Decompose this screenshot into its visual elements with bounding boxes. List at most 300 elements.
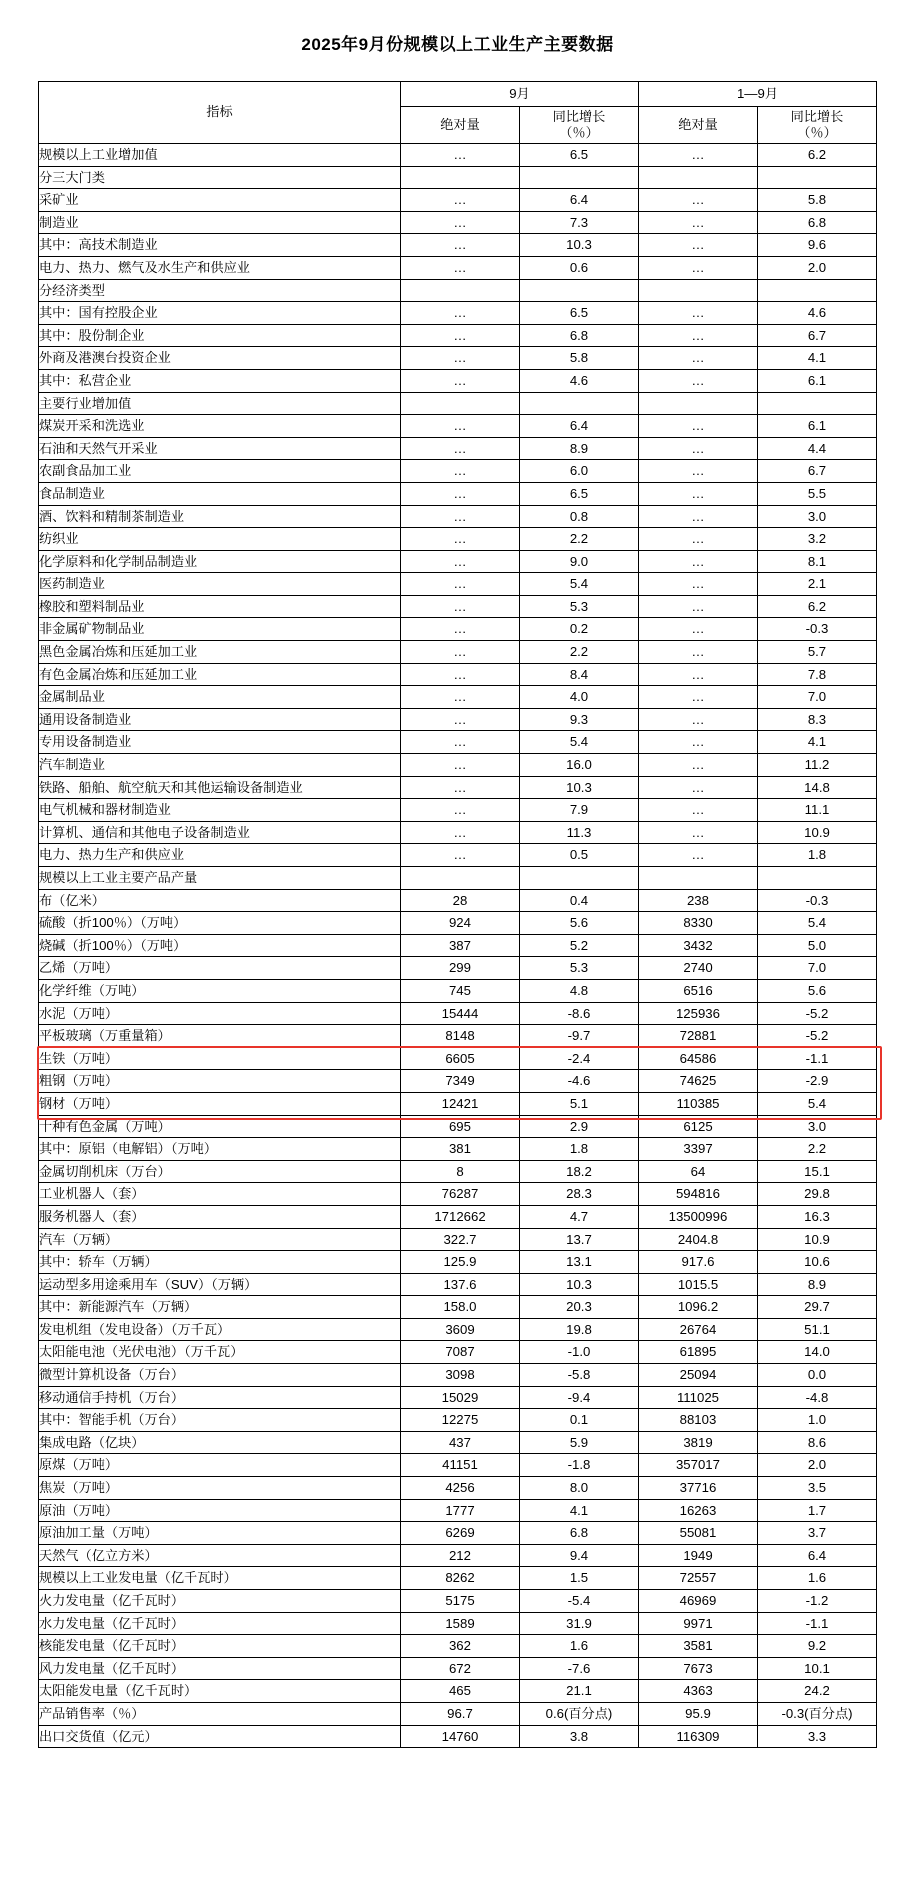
cell-month-yoy: 4.0 bbox=[519, 686, 638, 709]
cell-month-yoy: 4.7 bbox=[519, 1205, 638, 1228]
cell-month-absolute: … bbox=[400, 528, 519, 551]
table-row bbox=[38, 528, 876, 551]
cell-month-absolute: … bbox=[400, 189, 519, 212]
cell-cumulative-yoy: 1.6 bbox=[757, 1567, 876, 1590]
cell-cumulative-yoy: -0.3(百分点) bbox=[757, 1702, 876, 1725]
cell-cumulative-absolute: 1096.2 bbox=[638, 1296, 757, 1319]
cell-month-absolute: 76287 bbox=[400, 1183, 519, 1206]
cell-month-yoy: 18.2 bbox=[519, 1160, 638, 1183]
cell-month-absolute: 41151 bbox=[400, 1454, 519, 1477]
row-label: 食品制造业 bbox=[38, 482, 400, 505]
table-row bbox=[38, 324, 876, 347]
row-label: 专用设备制造业 bbox=[38, 731, 400, 754]
cell-cumulative-yoy: -1.2 bbox=[757, 1590, 876, 1613]
table-row bbox=[38, 392, 876, 415]
cell-cumulative-absolute: 917.6 bbox=[638, 1251, 757, 1274]
cell-month-absolute: … bbox=[400, 256, 519, 279]
cell-cumulative-yoy: 10.6 bbox=[757, 1251, 876, 1274]
cell-cumulative-yoy bbox=[757, 867, 876, 890]
cell-cumulative-yoy: 5.0 bbox=[757, 934, 876, 957]
cell-month-absolute: … bbox=[400, 302, 519, 325]
row-label: 金属切削机床（万台） bbox=[38, 1160, 400, 1183]
cell-cumulative-yoy: 0.0 bbox=[757, 1364, 876, 1387]
cell-cumulative-yoy: 3.7 bbox=[757, 1522, 876, 1545]
table-row bbox=[38, 1567, 876, 1590]
cell-cumulative-absolute: … bbox=[638, 347, 757, 370]
table-row bbox=[38, 889, 876, 912]
cell-month-absolute: … bbox=[400, 799, 519, 822]
cell-cumulative-absolute: … bbox=[638, 528, 757, 551]
row-label: 其中：高技术制造业 bbox=[38, 234, 400, 257]
cell-cumulative-yoy: 1.8 bbox=[757, 844, 876, 867]
cell-month-absolute: 695 bbox=[400, 1115, 519, 1138]
cell-cumulative-absolute: 1949 bbox=[638, 1544, 757, 1567]
row-label: 制造业 bbox=[38, 211, 400, 234]
table-row bbox=[38, 1025, 876, 1048]
cell-month-yoy: 9.4 bbox=[519, 1544, 638, 1567]
cell-month-yoy: -9.7 bbox=[519, 1025, 638, 1048]
cell-month-yoy: 4.6 bbox=[519, 369, 638, 392]
row-label: 其中：股份制企业 bbox=[38, 324, 400, 347]
table-row bbox=[38, 1138, 876, 1161]
cell-cumulative-absolute: 37716 bbox=[638, 1477, 757, 1500]
cell-month-yoy: 6.4 bbox=[519, 415, 638, 438]
table-header bbox=[38, 82, 876, 144]
cell-cumulative-absolute: … bbox=[638, 144, 757, 167]
cell-cumulative-absolute: … bbox=[638, 324, 757, 347]
cell-cumulative-yoy: 2.0 bbox=[757, 1454, 876, 1477]
cell-month-yoy: 5.1 bbox=[519, 1092, 638, 1115]
cell-cumulative-absolute: … bbox=[638, 844, 757, 867]
cell-cumulative-absolute: … bbox=[638, 550, 757, 573]
cell-month-yoy: 9.3 bbox=[519, 708, 638, 731]
cell-month-yoy: 4.8 bbox=[519, 979, 638, 1002]
cell-cumulative-yoy: -0.3 bbox=[757, 889, 876, 912]
cell-month-absolute: … bbox=[400, 708, 519, 731]
cell-cumulative-absolute: … bbox=[638, 754, 757, 777]
cell-month-yoy: 0.6 bbox=[519, 256, 638, 279]
table-row bbox=[38, 144, 876, 167]
cell-month-absolute: 7087 bbox=[400, 1341, 519, 1364]
cell-cumulative-absolute: 3397 bbox=[638, 1138, 757, 1161]
table-row bbox=[38, 482, 876, 505]
cell-cumulative-absolute bbox=[638, 166, 757, 189]
cell-cumulative-absolute: 4363 bbox=[638, 1680, 757, 1703]
cell-month-absolute: … bbox=[400, 324, 519, 347]
cell-month-yoy: 8.4 bbox=[519, 663, 638, 686]
cell-month-absolute: 96.7 bbox=[400, 1702, 519, 1725]
table-row bbox=[38, 979, 876, 1002]
cell-cumulative-yoy: 4.6 bbox=[757, 302, 876, 325]
yoy-line-2: （％） bbox=[797, 125, 837, 140]
column-header-index: 指标 bbox=[38, 82, 400, 144]
row-label: 汽车（万辆） bbox=[38, 1228, 400, 1251]
row-label: 电气机械和器材制造业 bbox=[38, 799, 400, 822]
table-row bbox=[38, 1409, 876, 1432]
cell-month-absolute: 125.9 bbox=[400, 1251, 519, 1274]
cell-cumulative-yoy: 3.2 bbox=[757, 528, 876, 551]
row-label: 平板玻璃（万重量箱） bbox=[38, 1025, 400, 1048]
table-row bbox=[38, 708, 876, 731]
cell-cumulative-yoy: 6.1 bbox=[757, 369, 876, 392]
cell-month-absolute: … bbox=[400, 460, 519, 483]
row-label: 非金属矿物制品业 bbox=[38, 618, 400, 641]
cell-month-absolute: 924 bbox=[400, 912, 519, 935]
row-label: 原油（万吨） bbox=[38, 1499, 400, 1522]
cell-cumulative-absolute bbox=[638, 279, 757, 302]
cell-month-absolute: 1777 bbox=[400, 1499, 519, 1522]
cell-cumulative-absolute: 110385 bbox=[638, 1092, 757, 1115]
cell-cumulative-absolute: 238 bbox=[638, 889, 757, 912]
cell-month-absolute bbox=[400, 279, 519, 302]
row-label: 产品销售率（％） bbox=[38, 1702, 400, 1725]
table-row bbox=[38, 166, 876, 189]
cell-month-yoy: -4.6 bbox=[519, 1070, 638, 1093]
cell-month-yoy: 7.9 bbox=[519, 799, 638, 822]
cell-month-yoy: -9.4 bbox=[519, 1386, 638, 1409]
cell-month-yoy: 11.3 bbox=[519, 821, 638, 844]
row-label: 铁路、船舶、航空航天和其他运输设备制造业 bbox=[38, 776, 400, 799]
cell-cumulative-absolute: … bbox=[638, 776, 757, 799]
cell-cumulative-absolute: 64586 bbox=[638, 1047, 757, 1070]
cell-cumulative-yoy: -4.8 bbox=[757, 1386, 876, 1409]
cell-month-yoy: 10.3 bbox=[519, 234, 638, 257]
row-label: 化学纤维（万吨） bbox=[38, 979, 400, 1002]
cell-month-yoy: -7.6 bbox=[519, 1657, 638, 1680]
cell-cumulative-yoy: 9.2 bbox=[757, 1635, 876, 1658]
cell-month-absolute: 745 bbox=[400, 979, 519, 1002]
table-row bbox=[38, 189, 876, 212]
cell-cumulative-yoy: 3.5 bbox=[757, 1477, 876, 1500]
row-label: 有色金属冶炼和压延加工业 bbox=[38, 663, 400, 686]
cell-cumulative-yoy: 4.1 bbox=[757, 347, 876, 370]
cell-month-yoy bbox=[519, 166, 638, 189]
table-row bbox=[38, 347, 876, 370]
cell-cumulative-absolute: 46969 bbox=[638, 1590, 757, 1613]
table-row bbox=[38, 279, 876, 302]
table-row bbox=[38, 1680, 876, 1703]
cell-cumulative-absolute: … bbox=[638, 708, 757, 731]
cell-cumulative-yoy: 5.5 bbox=[757, 482, 876, 505]
table-row bbox=[38, 505, 876, 528]
cell-cumulative-yoy: 6.4 bbox=[757, 1544, 876, 1567]
table-row bbox=[38, 302, 876, 325]
cell-month-absolute: … bbox=[400, 776, 519, 799]
cell-month-yoy: 13.1 bbox=[519, 1251, 638, 1274]
cell-cumulative-yoy: 16.3 bbox=[757, 1205, 876, 1228]
table-row bbox=[38, 1544, 876, 1567]
row-label: 其中：国有控股企业 bbox=[38, 302, 400, 325]
table-row bbox=[38, 460, 876, 483]
cell-cumulative-yoy: 3.0 bbox=[757, 1115, 876, 1138]
cell-cumulative-yoy: 5.4 bbox=[757, 1092, 876, 1115]
cell-cumulative-absolute: 2404.8 bbox=[638, 1228, 757, 1251]
cell-month-absolute: 6605 bbox=[400, 1047, 519, 1070]
cell-month-absolute: … bbox=[400, 415, 519, 438]
row-label: 原煤（万吨） bbox=[38, 1454, 400, 1477]
cell-month-yoy: 10.3 bbox=[519, 1273, 638, 1296]
cell-cumulative-yoy: 4.1 bbox=[757, 731, 876, 754]
cell-cumulative-yoy: 2.2 bbox=[757, 1138, 876, 1161]
row-label: 外商及港澳台投资企业 bbox=[38, 347, 400, 370]
cell-month-yoy: 0.2 bbox=[519, 618, 638, 641]
cell-month-absolute: 137.6 bbox=[400, 1273, 519, 1296]
row-label: 硫酸（折100％）（万吨） bbox=[38, 912, 400, 935]
row-label: 其中：智能手机（万台） bbox=[38, 1409, 400, 1432]
row-label: 主要行业增加值 bbox=[38, 392, 400, 415]
table-row bbox=[38, 663, 876, 686]
cell-month-yoy: 5.4 bbox=[519, 731, 638, 754]
cell-cumulative-yoy: 8.3 bbox=[757, 708, 876, 731]
cell-month-yoy: 5.6 bbox=[519, 912, 638, 935]
row-label: 服务机器人（套） bbox=[38, 1205, 400, 1228]
cell-month-absolute: 3098 bbox=[400, 1364, 519, 1387]
table-row bbox=[38, 1070, 876, 1093]
row-label: 酒、饮料和精制茶制造业 bbox=[38, 505, 400, 528]
table-row bbox=[38, 618, 876, 641]
table-row bbox=[38, 573, 876, 596]
cell-cumulative-yoy: 10.9 bbox=[757, 821, 876, 844]
cell-month-yoy: 8.9 bbox=[519, 437, 638, 460]
cell-month-yoy: -2.4 bbox=[519, 1047, 638, 1070]
row-label: 石油和天然气开采业 bbox=[38, 437, 400, 460]
cell-month-yoy: 19.8 bbox=[519, 1318, 638, 1341]
cell-cumulative-yoy: 29.7 bbox=[757, 1296, 876, 1319]
table-row bbox=[38, 1725, 876, 1748]
cell-month-absolute: … bbox=[400, 573, 519, 596]
cell-cumulative-yoy: -5.2 bbox=[757, 1002, 876, 1025]
cell-cumulative-yoy bbox=[757, 279, 876, 302]
row-label: 焦炭（万吨） bbox=[38, 1477, 400, 1500]
cell-month-yoy: 0.1 bbox=[519, 1409, 638, 1432]
cell-cumulative-absolute: … bbox=[638, 482, 757, 505]
cell-month-yoy: 1.6 bbox=[519, 1635, 638, 1658]
table-row bbox=[38, 1047, 876, 1070]
cell-month-yoy: 13.7 bbox=[519, 1228, 638, 1251]
cell-month-absolute bbox=[400, 867, 519, 890]
cell-cumulative-yoy: 5.7 bbox=[757, 641, 876, 664]
row-label: 水力发电量（亿千瓦时） bbox=[38, 1612, 400, 1635]
cell-cumulative-yoy: 8.1 bbox=[757, 550, 876, 573]
cell-month-absolute bbox=[400, 392, 519, 415]
cell-month-yoy: 1.5 bbox=[519, 1567, 638, 1590]
row-label: 钢材（万吨） bbox=[38, 1092, 400, 1115]
cell-cumulative-yoy: 6.1 bbox=[757, 415, 876, 438]
cell-cumulative-yoy: 11.1 bbox=[757, 799, 876, 822]
column-header-month-yoy bbox=[519, 107, 638, 144]
cell-month-yoy: 0.8 bbox=[519, 505, 638, 528]
cell-cumulative-yoy: 6.2 bbox=[757, 595, 876, 618]
column-header-cumulative-absolute: 绝对量 bbox=[638, 107, 757, 144]
industrial-production-table bbox=[38, 81, 877, 1748]
cell-cumulative-yoy: 8.6 bbox=[757, 1431, 876, 1454]
table-row bbox=[38, 256, 876, 279]
cell-cumulative-yoy: 2.1 bbox=[757, 573, 876, 596]
cell-month-absolute: 7349 bbox=[400, 1070, 519, 1093]
row-label: 工业机器人（套） bbox=[38, 1183, 400, 1206]
cell-cumulative-absolute: 594816 bbox=[638, 1183, 757, 1206]
cell-month-absolute: … bbox=[400, 211, 519, 234]
cell-cumulative-absolute: 72557 bbox=[638, 1567, 757, 1590]
cell-cumulative-yoy: 7.0 bbox=[757, 686, 876, 709]
cell-cumulative-yoy: 2.0 bbox=[757, 256, 876, 279]
cell-month-absolute: … bbox=[400, 369, 519, 392]
cell-month-yoy: 16.0 bbox=[519, 754, 638, 777]
cell-cumulative-absolute: 64 bbox=[638, 1160, 757, 1183]
table-row bbox=[38, 211, 876, 234]
cell-month-yoy: 9.0 bbox=[519, 550, 638, 573]
cell-month-absolute: 1712662 bbox=[400, 1205, 519, 1228]
table-row bbox=[38, 1477, 876, 1500]
cell-month-yoy: 0.5 bbox=[519, 844, 638, 867]
row-label: 粗钢（万吨） bbox=[38, 1070, 400, 1093]
row-label: 出口交货值（亿元） bbox=[38, 1725, 400, 1748]
table-row bbox=[38, 1499, 876, 1522]
cell-cumulative-yoy: 4.4 bbox=[757, 437, 876, 460]
cell-cumulative-yoy: 1.0 bbox=[757, 1409, 876, 1432]
cell-cumulative-absolute: 1015.5 bbox=[638, 1273, 757, 1296]
table-row bbox=[38, 776, 876, 799]
cell-month-yoy: 7.3 bbox=[519, 211, 638, 234]
cell-month-yoy: -1.8 bbox=[519, 1454, 638, 1477]
cell-cumulative-yoy: 7.0 bbox=[757, 957, 876, 980]
cell-cumulative-yoy: 10.9 bbox=[757, 1228, 876, 1251]
cell-month-yoy bbox=[519, 867, 638, 890]
cell-cumulative-yoy: 6.8 bbox=[757, 211, 876, 234]
cell-month-absolute: … bbox=[400, 618, 519, 641]
row-label: 规模以上工业发电量（亿千瓦时） bbox=[38, 1567, 400, 1590]
cell-cumulative-yoy: 51.1 bbox=[757, 1318, 876, 1341]
table-row bbox=[38, 867, 876, 890]
cell-cumulative-absolute: … bbox=[638, 663, 757, 686]
cell-cumulative-yoy: 6.2 bbox=[757, 144, 876, 167]
cell-month-absolute: … bbox=[400, 437, 519, 460]
cell-month-absolute: … bbox=[400, 347, 519, 370]
table-row bbox=[38, 1205, 876, 1228]
row-label: 水泥（万吨） bbox=[38, 1002, 400, 1025]
cell-cumulative-absolute: … bbox=[638, 302, 757, 325]
table-row bbox=[38, 1657, 876, 1680]
cell-month-yoy: 8.0 bbox=[519, 1477, 638, 1500]
row-label: 乙烯（万吨） bbox=[38, 957, 400, 980]
row-label: 医药制造业 bbox=[38, 573, 400, 596]
cell-cumulative-yoy: 8.9 bbox=[757, 1273, 876, 1296]
cell-month-absolute: 1589 bbox=[400, 1612, 519, 1635]
cell-month-absolute: … bbox=[400, 754, 519, 777]
cell-cumulative-absolute: … bbox=[638, 437, 757, 460]
table-row bbox=[38, 1386, 876, 1409]
row-label: 火力发电量（亿千瓦时） bbox=[38, 1590, 400, 1613]
cell-month-yoy: 4.1 bbox=[519, 1499, 638, 1522]
row-label: 运动型多用途乘用车（SUV）（万辆） bbox=[38, 1273, 400, 1296]
cell-cumulative-yoy bbox=[757, 166, 876, 189]
cell-cumulative-yoy: 14.0 bbox=[757, 1341, 876, 1364]
row-label: 烧碱（折100％）（万吨） bbox=[38, 934, 400, 957]
cell-month-yoy: 3.8 bbox=[519, 1725, 638, 1748]
cell-month-yoy: 5.8 bbox=[519, 347, 638, 370]
row-label: 煤炭开采和洗选业 bbox=[38, 415, 400, 438]
cell-cumulative-absolute bbox=[638, 392, 757, 415]
cell-month-yoy: 6.4 bbox=[519, 189, 638, 212]
cell-month-absolute: 362 bbox=[400, 1635, 519, 1658]
cell-month-yoy: 5.3 bbox=[519, 595, 638, 618]
cell-cumulative-yoy: 3.3 bbox=[757, 1725, 876, 1748]
cell-month-absolute: 28 bbox=[400, 889, 519, 912]
cell-cumulative-absolute: 95.9 bbox=[638, 1702, 757, 1725]
cell-month-yoy: -5.4 bbox=[519, 1590, 638, 1613]
cell-month-yoy: 5.2 bbox=[519, 934, 638, 957]
cell-month-yoy: 21.1 bbox=[519, 1680, 638, 1703]
cell-cumulative-absolute: 357017 bbox=[638, 1454, 757, 1477]
cell-month-yoy: 6.8 bbox=[519, 1522, 638, 1545]
table-row bbox=[38, 1296, 876, 1319]
cell-month-absolute: 3609 bbox=[400, 1318, 519, 1341]
row-label: 原油加工量（万吨） bbox=[38, 1522, 400, 1545]
table-row bbox=[38, 1092, 876, 1115]
cell-cumulative-absolute: … bbox=[638, 731, 757, 754]
row-label: 生铁（万吨） bbox=[38, 1047, 400, 1070]
table-row bbox=[38, 1002, 876, 1025]
cell-month-absolute: 14760 bbox=[400, 1725, 519, 1748]
cell-month-absolute: 437 bbox=[400, 1431, 519, 1454]
cell-month-absolute: 12275 bbox=[400, 1409, 519, 1432]
row-label: 采矿业 bbox=[38, 189, 400, 212]
cell-cumulative-absolute: … bbox=[638, 799, 757, 822]
cell-cumulative-yoy: -2.9 bbox=[757, 1070, 876, 1093]
cell-month-yoy: 6.5 bbox=[519, 144, 638, 167]
row-label: 汽车制造业 bbox=[38, 754, 400, 777]
row-label: 化学原料和化学制品制造业 bbox=[38, 550, 400, 573]
row-label: 微型计算机设备（万台） bbox=[38, 1364, 400, 1387]
cell-month-absolute: … bbox=[400, 550, 519, 573]
cell-cumulative-absolute: … bbox=[638, 415, 757, 438]
cell-cumulative-yoy: -1.1 bbox=[757, 1612, 876, 1635]
cell-month-yoy: -8.6 bbox=[519, 1002, 638, 1025]
cell-cumulative-absolute: … bbox=[638, 234, 757, 257]
cell-month-yoy: 5.4 bbox=[519, 573, 638, 596]
cell-cumulative-absolute: … bbox=[638, 573, 757, 596]
row-label: 集成电路（亿块） bbox=[38, 1431, 400, 1454]
cell-month-yoy: 6.0 bbox=[519, 460, 638, 483]
table-row bbox=[38, 1318, 876, 1341]
row-label: 金属制品业 bbox=[38, 686, 400, 709]
cell-cumulative-absolute: … bbox=[638, 821, 757, 844]
row-label: 核能发电量（亿千瓦时） bbox=[38, 1635, 400, 1658]
cell-month-absolute bbox=[400, 166, 519, 189]
cell-cumulative-yoy bbox=[757, 392, 876, 415]
cell-cumulative-absolute: 55081 bbox=[638, 1522, 757, 1545]
table-row bbox=[38, 844, 876, 867]
table-body bbox=[38, 144, 876, 1748]
cell-month-yoy bbox=[519, 392, 638, 415]
cell-month-yoy: 20.3 bbox=[519, 1296, 638, 1319]
column-header-cumulative-yoy bbox=[757, 107, 876, 144]
table-row bbox=[38, 686, 876, 709]
table-row bbox=[38, 437, 876, 460]
cell-month-absolute: … bbox=[400, 731, 519, 754]
cell-cumulative-yoy: -0.3 bbox=[757, 618, 876, 641]
row-label: 其中：新能源汽车（万辆） bbox=[38, 1296, 400, 1319]
cell-cumulative-yoy: 29.8 bbox=[757, 1183, 876, 1206]
row-label: 天然气（亿立方米） bbox=[38, 1544, 400, 1567]
row-label: 农副食品加工业 bbox=[38, 460, 400, 483]
cell-month-yoy: 6.5 bbox=[519, 482, 638, 505]
cell-month-absolute: … bbox=[400, 505, 519, 528]
table-row bbox=[38, 1612, 876, 1635]
cell-cumulative-yoy: 24.2 bbox=[757, 1680, 876, 1703]
cell-cumulative-yoy: 15.1 bbox=[757, 1160, 876, 1183]
table-row bbox=[38, 1228, 876, 1251]
